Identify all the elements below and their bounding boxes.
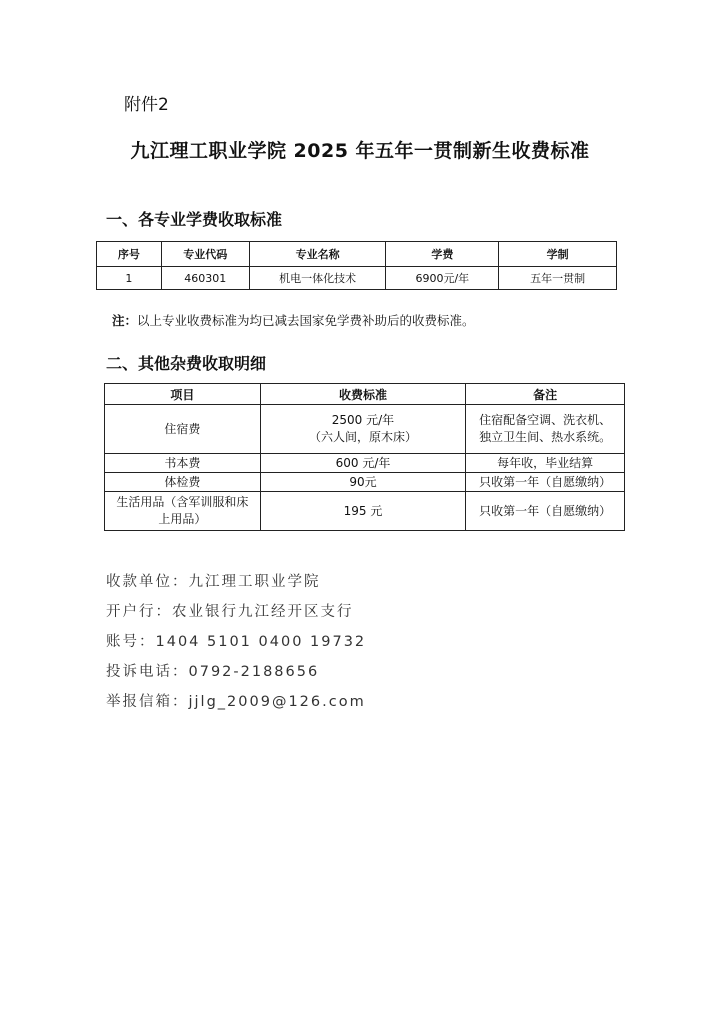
table-row: [97, 267, 617, 290]
table-cell: [105, 492, 261, 531]
table-cell: 1: [97, 267, 162, 290]
table-cell: 书本费: [105, 454, 261, 473]
table-cell: 只收第一年（自愿缴纳）: [466, 473, 625, 492]
column-header: 专业代码: [161, 242, 249, 267]
table-cell: 机电一体化技术: [249, 267, 386, 290]
tuition-table: [96, 241, 617, 290]
document-title: 九江理工职业学院 2025 年五年一贯制新生收费标准: [130, 140, 590, 162]
table-header-row: [105, 384, 625, 405]
note-label: 注：: [112, 313, 138, 328]
account-info: 账号：1404 5101 0400 19732: [106, 634, 367, 650]
table-cell: [260, 405, 466, 454]
table-cell: 只收第一年（自愿缴纳）: [466, 492, 625, 531]
table-cell: 体检费: [105, 473, 261, 492]
cell-line: 生活用品（含军训服和床: [116, 495, 249, 509]
table-cell: 460301: [161, 267, 249, 290]
table-row: [105, 454, 625, 473]
table-row: [105, 405, 625, 454]
section-heading-tuition: 一、各专业学费收取标准: [106, 210, 283, 229]
bank-info: 开户行：农业银行九江经开区支行: [106, 604, 354, 620]
note-text: 以上专业收费标准为均已减去国家免学费补助后的收费标准。: [137, 313, 475, 328]
column-header: 项目: [105, 384, 261, 405]
table-cell: 五年一贯制: [499, 267, 617, 290]
table-cell: 住宿费: [105, 405, 261, 454]
column-header: 备注: [466, 384, 625, 405]
table-cell: 195 元: [260, 492, 466, 531]
table-cell: 每年收，毕业结算: [466, 454, 625, 473]
note: [112, 311, 475, 329]
section-heading-fees: 二、其他杂费收取明细: [106, 354, 267, 373]
table-header-row: [97, 242, 617, 267]
table-row: [105, 473, 625, 492]
column-header: 序号: [97, 242, 162, 267]
cell-line: （六人间，原木床）: [308, 430, 417, 444]
table-cell: 6900元/年: [386, 267, 499, 290]
cell-line: 独立卫生间、热水系统。: [479, 430, 612, 444]
column-header: 学费: [386, 242, 499, 267]
column-header: 收费标准: [260, 384, 466, 405]
table-cell: 90元: [260, 473, 466, 492]
table-row: [105, 492, 625, 531]
cell-line: 上用品）: [158, 512, 207, 526]
attachment-label: 附件2: [124, 95, 169, 115]
cell-line: 住宿配备空调、洗衣机、: [479, 413, 612, 427]
table-cell: 600 元/年: [260, 454, 466, 473]
fees-table: [104, 383, 625, 531]
payee-info: 收款单位：九江理工职业学院: [106, 574, 321, 590]
column-header: 专业名称: [249, 242, 386, 267]
report-email: 举报信箱：jjlg_2009@126.com: [106, 694, 366, 710]
column-header: 学制: [499, 242, 617, 267]
complaint-phone: 投诉电话：0792-2188656: [106, 664, 320, 680]
cell-line: 2500 元/年: [331, 413, 395, 427]
table-cell: [466, 405, 625, 454]
